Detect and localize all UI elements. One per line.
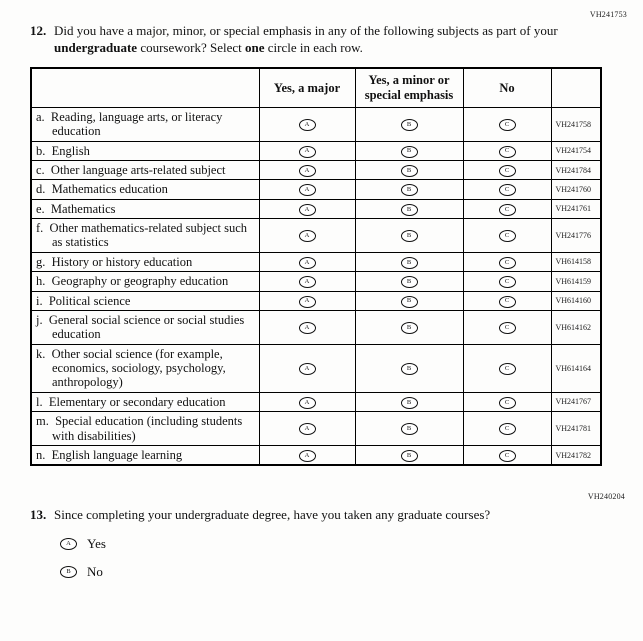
bubble-yes-major[interactable] <box>299 230 316 242</box>
header-yes-minor-special: Yes, a minor or special emphasis <box>355 68 463 108</box>
row-code: VH241758 <box>551 107 601 141</box>
bubble-letter: C <box>504 425 510 433</box>
table-row <box>31 291 601 310</box>
header-yes-major: Yes, a major <box>259 68 355 108</box>
answer-cell <box>355 412 463 446</box>
question-13-block <box>30 507 629 580</box>
bubble-no[interactable] <box>499 296 516 308</box>
bubble-letter: C <box>504 121 510 129</box>
table-row <box>31 272 601 291</box>
bubble-yes-major[interactable] <box>299 276 316 288</box>
bubble-letter: C <box>504 398 510 406</box>
table-row <box>31 344 601 392</box>
answer-cell <box>463 252 551 271</box>
bubble-letter: B <box>406 232 412 240</box>
bubble-letter: A <box>304 278 310 286</box>
question-12-number: 12. <box>30 23 47 38</box>
header-code-blank <box>551 68 601 108</box>
bubble-yes-minor[interactable] <box>401 146 418 158</box>
row-label: m. Special education (including students with disabilities) <box>31 412 259 446</box>
bubble-letter: C <box>504 297 510 305</box>
bubble-yes-major[interactable] <box>299 257 316 269</box>
row-code: VH241767 <box>551 392 601 411</box>
row-label: a. Reading, language arts, or literacy education <box>31 107 259 141</box>
bubble-yes-minor[interactable] <box>401 165 418 177</box>
question-13 <box>30 507 629 524</box>
row-code: VH241761 <box>551 199 601 218</box>
answer-cell <box>463 291 551 310</box>
bubble-yes-major[interactable] <box>299 146 316 158</box>
answer-cell <box>259 310 355 344</box>
answer-cell <box>259 141 355 160</box>
answer-cell <box>463 107 551 141</box>
row-code: VH614162 <box>551 310 601 344</box>
bubble-yes-minor[interactable] <box>401 230 418 242</box>
bubble-letter: B <box>406 166 412 174</box>
answer-cell <box>463 272 551 291</box>
row-code: VH241776 <box>551 219 601 253</box>
bubble-yes-major[interactable] <box>299 296 316 308</box>
bubble-letter: A <box>304 258 310 266</box>
row-code: VH614158 <box>551 252 601 271</box>
table-row <box>31 310 601 344</box>
answer-cell <box>463 180 551 199</box>
table-row <box>31 107 601 141</box>
answer-cell <box>259 344 355 392</box>
bubble-no[interactable] <box>60 566 77 578</box>
answer-cell <box>355 199 463 218</box>
question-12 <box>30 23 629 57</box>
bubble-no[interactable] <box>499 257 516 269</box>
bubble-letter: A <box>304 186 310 194</box>
question-13-options <box>30 536 629 580</box>
bubble-yes-major[interactable] <box>299 397 316 409</box>
bubble-letter: C <box>504 324 510 332</box>
bubble-no[interactable] <box>499 230 516 242</box>
bubble-letter: B <box>406 365 412 373</box>
answer-cell <box>355 392 463 411</box>
table-row <box>31 160 601 179</box>
bubble-yes-major[interactable] <box>299 165 316 177</box>
bubble-no[interactable] <box>499 165 516 177</box>
bubble-letter: B <box>406 425 412 433</box>
bubble-no[interactable] <box>499 146 516 158</box>
bubble-letter: A <box>304 451 310 459</box>
answer-cell <box>355 180 463 199</box>
answer-cell <box>463 344 551 392</box>
bubble-yes-minor[interactable] <box>401 296 418 308</box>
bubble-letter: C <box>504 186 510 194</box>
bubble-letter: C <box>504 232 510 240</box>
bubble-no[interactable] <box>499 450 516 462</box>
answer-cell <box>259 107 355 141</box>
row-label: g. History or history education <box>31 252 259 271</box>
answer-cell <box>463 445 551 465</box>
bubble-no[interactable] <box>499 184 516 196</box>
row-label: n. English language learning <box>31 445 259 465</box>
bubble-letter: A <box>66 540 71 548</box>
question-12-table <box>30 67 602 467</box>
bubble-no[interactable] <box>499 423 516 435</box>
row-code: VH241760 <box>551 180 601 199</box>
option-yes[interactable] <box>60 536 629 552</box>
question-13-text: Since completing your undergraduate degree, have you taken any graduate courses? <box>54 507 491 523</box>
bubble-letter: C <box>504 365 510 373</box>
header-blank <box>31 68 259 108</box>
bubble-yes-minor[interactable] <box>401 322 418 334</box>
row-label: k. Other social science (for example, economics, sociology, psychology, anthropology) <box>31 344 259 392</box>
bubble-yes-major[interactable] <box>299 322 316 334</box>
option-label: No <box>87 564 103 580</box>
bubble-yes-minor[interactable] <box>401 119 418 131</box>
bubble-yes-major[interactable] <box>299 363 316 375</box>
table-row <box>31 219 601 253</box>
bubble-letter: C <box>504 258 510 266</box>
bubble-yes-major[interactable] <box>299 204 316 216</box>
bubble-letter: B <box>406 147 412 155</box>
table-header-row <box>31 68 601 108</box>
bubble-letter: C <box>504 205 510 213</box>
row-code: VH614160 <box>551 291 601 310</box>
row-code: VH241784 <box>551 160 601 179</box>
question-12-text: Did you have a major, minor, or special emphasis in any of the following subjects as part of your undergraduate coursework? Select one circle in each row. <box>54 23 558 55</box>
row-code: VH241781 <box>551 412 601 446</box>
answer-cell <box>355 445 463 465</box>
bubble-letter: B <box>406 451 412 459</box>
bubble-letter: A <box>304 166 310 174</box>
bubble-yes-minor[interactable] <box>401 423 418 435</box>
row-label: b. English <box>31 141 259 160</box>
bubble-no[interactable] <box>499 276 516 288</box>
bubble-yes-minor[interactable] <box>401 363 418 375</box>
answer-cell <box>259 445 355 465</box>
bubble-yes-major[interactable] <box>299 119 316 131</box>
bubble-letter: B <box>406 121 412 129</box>
answer-cell <box>355 160 463 179</box>
answer-cell <box>355 252 463 271</box>
bubble-letter: C <box>504 451 510 459</box>
answer-cell <box>463 412 551 446</box>
answer-cell <box>259 252 355 271</box>
bubble-letter: A <box>304 324 310 332</box>
bubble-letter: A <box>304 147 310 155</box>
answer-cell <box>259 160 355 179</box>
bubble-letter: B <box>406 398 412 406</box>
answer-cell <box>259 412 355 446</box>
option-no[interactable] <box>60 564 629 580</box>
answer-cell <box>355 310 463 344</box>
bubble-yes-major[interactable] <box>299 184 316 196</box>
bubble-yes-minor[interactable] <box>401 184 418 196</box>
row-code: VH241754 <box>551 141 601 160</box>
bubble-yes-minor[interactable] <box>401 450 418 462</box>
row-code: VH614164 <box>551 344 601 392</box>
table-row <box>31 412 601 446</box>
bubble-letter: A <box>304 121 310 129</box>
answer-cell <box>463 392 551 411</box>
bubble-yes[interactable] <box>60 538 77 550</box>
option-label: Yes <box>87 536 106 552</box>
answer-cell <box>355 219 463 253</box>
bubble-letter: A <box>304 365 310 373</box>
answer-cell <box>355 291 463 310</box>
row-label: e. Mathematics <box>31 199 259 218</box>
table-row <box>31 141 601 160</box>
header-no: No <box>463 68 551 108</box>
answer-cell <box>259 392 355 411</box>
bubble-no[interactable] <box>499 119 516 131</box>
answer-cell <box>259 180 355 199</box>
answer-cell <box>463 310 551 344</box>
bubble-yes-minor[interactable] <box>401 276 418 288</box>
answer-cell <box>355 141 463 160</box>
bubble-letter: B <box>406 278 412 286</box>
row-label: d. Mathematics education <box>31 180 259 199</box>
bubble-no[interactable] <box>499 363 516 375</box>
answer-cell <box>355 107 463 141</box>
bubble-no[interactable] <box>499 204 516 216</box>
bubble-letter: C <box>504 278 510 286</box>
bubble-letter: B <box>66 568 71 576</box>
table-row <box>31 199 601 218</box>
row-label: i. Political science <box>31 291 259 310</box>
bubble-yes-major[interactable] <box>299 423 316 435</box>
bubble-letter: B <box>406 205 412 213</box>
answer-cell <box>259 291 355 310</box>
table-row <box>31 445 601 465</box>
row-code: VH614159 <box>551 272 601 291</box>
bubble-letter: B <box>406 297 412 305</box>
row-code: VH241782 <box>551 445 601 465</box>
bubble-letter: C <box>504 147 510 155</box>
answer-cell <box>355 344 463 392</box>
bubble-no[interactable] <box>499 397 516 409</box>
answer-cell <box>463 141 551 160</box>
bubble-yes-minor[interactable] <box>401 204 418 216</box>
form-code-top: VH241753 <box>589 10 627 19</box>
row-label: j. General social science or social studies education <box>31 310 259 344</box>
bubble-letter: B <box>406 324 412 332</box>
bubble-letter: A <box>304 297 310 305</box>
bubble-letter: B <box>406 258 412 266</box>
answer-cell <box>463 219 551 253</box>
row-label: c. Other language arts-related subject <box>31 160 259 179</box>
bubble-yes-minor[interactable] <box>401 257 418 269</box>
row-label: h. Geography or geography education <box>31 272 259 291</box>
bubble-letter: A <box>304 398 310 406</box>
answer-cell <box>259 199 355 218</box>
answer-cell <box>259 272 355 291</box>
bubble-letter: A <box>304 232 310 240</box>
table-row <box>31 252 601 271</box>
question-13-number: 13. <box>30 507 47 523</box>
bubble-yes-major[interactable] <box>299 450 316 462</box>
answer-cell <box>259 219 355 253</box>
row-label: l. Elementary or secondary education <box>31 392 259 411</box>
bubble-letter: A <box>304 425 310 433</box>
answer-cell <box>355 272 463 291</box>
bubble-letter: A <box>304 205 310 213</box>
table-row <box>31 392 601 411</box>
answer-cell <box>463 199 551 218</box>
bubble-letter: C <box>504 166 510 174</box>
bubble-no[interactable] <box>499 322 516 334</box>
form-code-mid: VH240204 <box>587 492 625 502</box>
bubble-yes-minor[interactable] <box>401 397 418 409</box>
answer-cell <box>463 160 551 179</box>
table-row <box>31 180 601 199</box>
bubble-letter: B <box>406 186 412 194</box>
row-label: f. Other mathematics-related subject such as statistics <box>31 219 259 253</box>
